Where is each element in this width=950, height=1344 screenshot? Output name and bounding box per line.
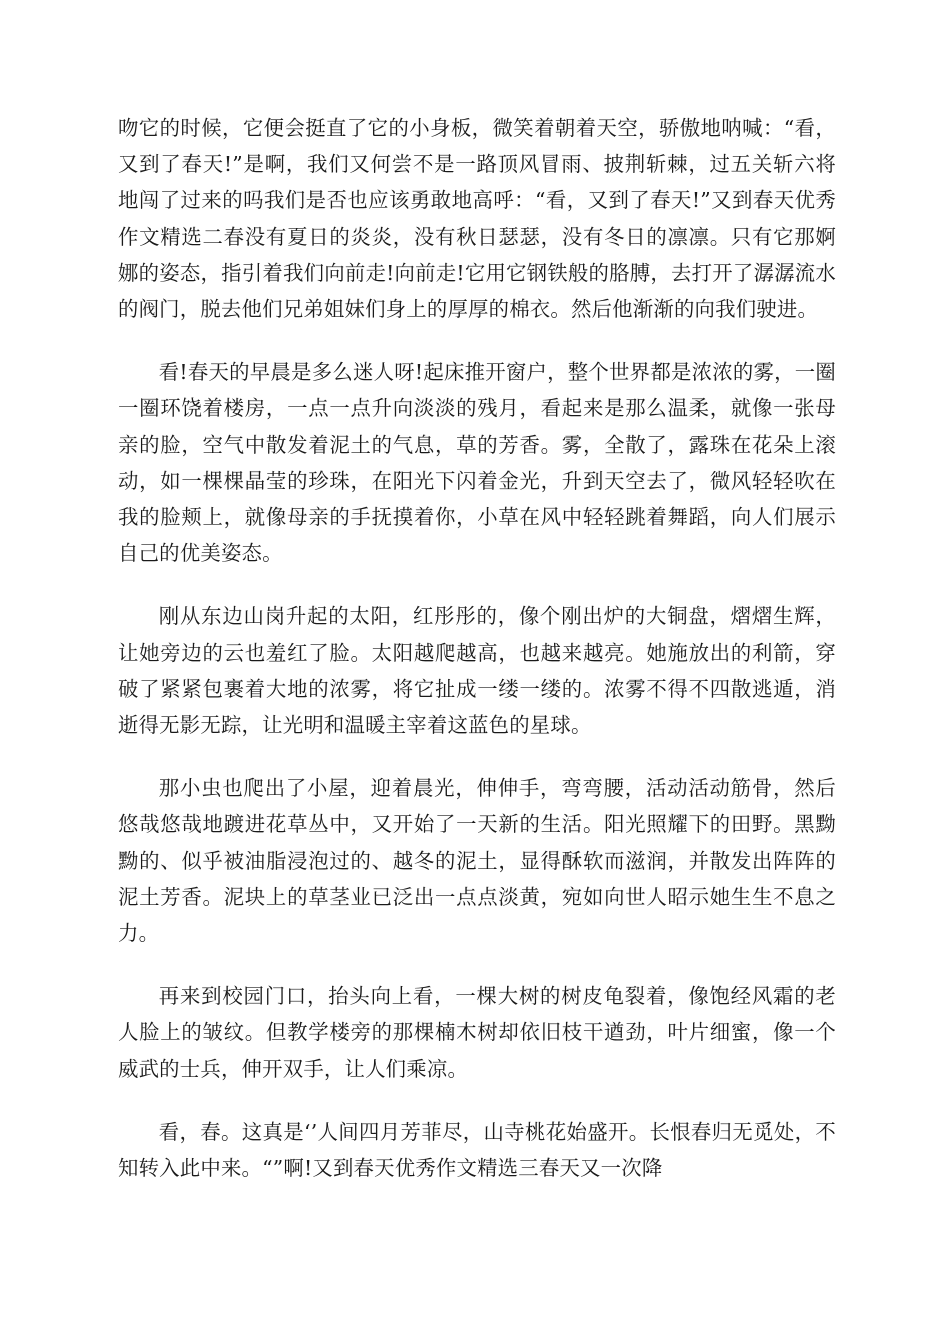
paragraph-6: 看，春。这真是‘’人间四月芳菲尽，山寺桃花始盛开。长恨春归无觅处，不知转入此中来。“”啊!又到春天优秀作文精选三春天又一次降	[118, 1119, 836, 1181]
document-body	[118, 110, 836, 1213]
paragraph-5: 再来到校园门口，抬头向上看，一棵大树的树皮龟裂着，像饱经风霜的老人脸上的皱纹。但教学楼旁的那棵楠木树却依旧枝干遒劲，叶片细蜜，像一个威武的士兵，伸开双手，让人们乘凉。	[118, 984, 836, 1081]
paragraph-2: 看!春天的早晨是多么迷人呀!起床推开窗户，整个世界都是浓浓的雾，一圈一圈环饶着楼房，一点一点升向淡淡的残月，看起来是那么温柔，就像一张母亲的脸，空气中散发着泥土的气息，草的芳香。雾，全散了，露珠在花朵上滚动，如一棵棵晶莹的珍珠，在阳光下闪着金光，升到天空去了，微风轻轻吹在我的脸颊上，就像母亲的手抚摸着你，小草在风中轻轻跳着舞蹈，向人们展示自己的优美姿态。	[118, 360, 836, 566]
paragraph-1: 吻它的时候，它便会挺直了它的小身板，微笑着朝着天空，骄傲地呐喊：“看，又到了春天!”是啊，我们又何尝不是一路顶风冒雨、披荆斩棘，过五关斩六将地闯了过来的吗我们是否也应该勇敢地高呼：“看，又到了春天!”又到春天优秀作文精选二春没有夏日的炎炎，没有秋日瑟瑟，没有冬日的凛凛。只有它那婀娜的姿态，指引着我们向前走!向前走!它用它钢铁般的胳膊，去打开了潺潺流水的阀门，脱去他们兄弟姐妹们身上的厚厚的棉衣。然后他渐渐的向我们驶进。	[118, 116, 836, 322]
paragraph-4: 那小虫也爬出了小屋，迎着晨光，伸伸手，弯弯腰，活动活动筋骨，然后悠哉悠哉地踱进花草丛中，又开始了一天新的生活。阳光照耀下的田野。黑黝黝的、似乎被油脂浸泡过的、越冬的泥土，显得酥软而滋润，并散发出阵阵的泥土芳香。泥块上的草茎业已泛出一点点淡黄，宛如向世人昭示她生生不息之力。	[118, 776, 836, 946]
paragraph-3: 刚从东边山岗升起的太阳，红彤彤的，像个刚出炉的大铜盘，熠熠生辉，让她旁边的云也羞红了脸。太阳越爬越高，也越来越亮。她施放出的利箭，穿破了紧紧包裹着大地的浓雾，将它扯成一缕一缕的。浓雾不得不四散逃遁，消逝得无影无踪，让光明和温暖主宰着这蓝色的星球。	[118, 604, 836, 738]
